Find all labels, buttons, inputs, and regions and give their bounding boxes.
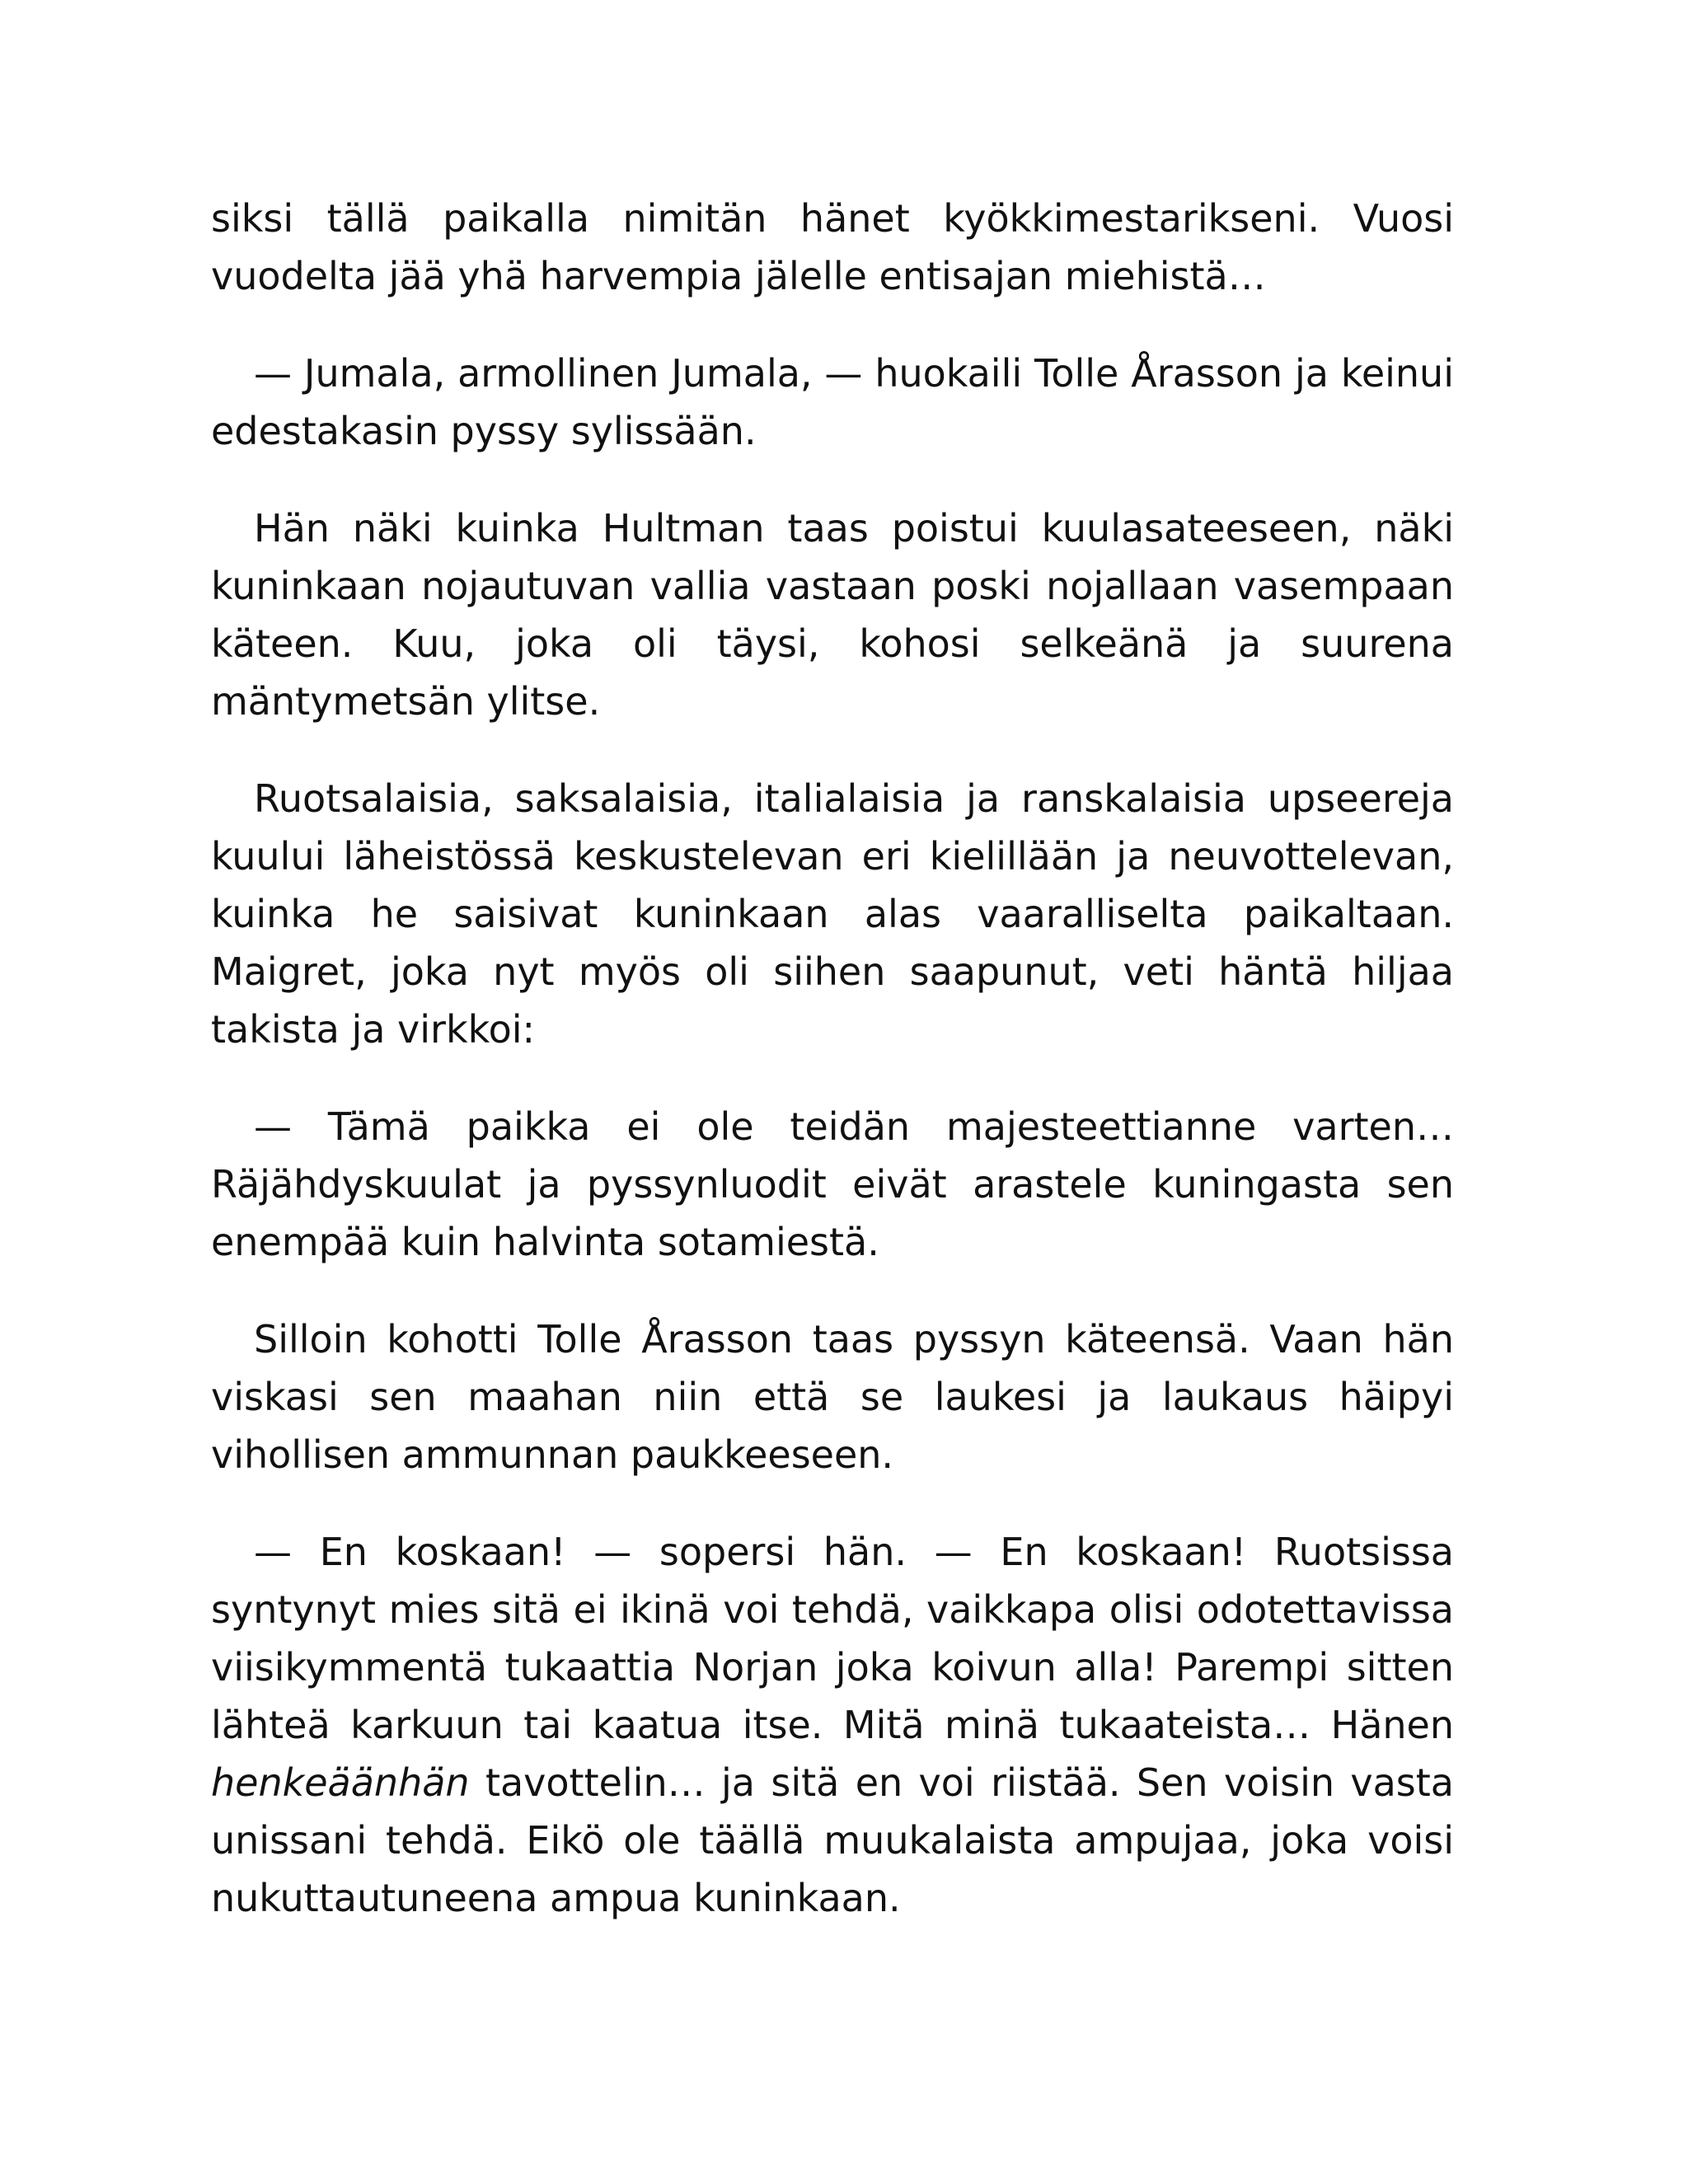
paragraph-7-after: tavottelin… ja sitä en voi riistää. Sen voisin vasta unissani tehdä. Eikö ole täällä muukalaista ampujaa, joka voisi nukuttautuneena ampua kuninkaan.: [211, 1760, 1454, 1920]
paragraph-7: [211, 1523, 1454, 1927]
paragraph-7-emphasis: henkeäänhän: [211, 1760, 470, 1805]
paragraph-6: Silloin kohotti Tolle Årasson taas pyssyn käteensä. Vaan hän viskasi sen maahan niin että se laukesi ja laukaus häipyi vihollisen ammunnan paukkeeseen.: [211, 1317, 1454, 1477]
paragraph-4: Ruotsalaisia, saksalaisia, italialaisia ja ranskalaisia upseereja kuului läheistössä keskustelevan eri kielillään ja neuvottelevan, kuinka he saisivat kuninkaan alas vaaralliselta paikaltaan. Maigret, joka nyt myös oli siihen saapunut, veti häntä hiljaa takista ja virkkoi:: [211, 776, 1454, 1052]
paragraph-3: Hän näki kuinka Hultman taas poistui kuulasateeseen, näki kuninkaan nojautuvan vallia vastaan poski nojallaan vasempaan käteen. Kuu, joka oli täysi, kohosi selkeänä ja suurena mäntymetsän ylitse.: [211, 506, 1454, 724]
paragraph-1: siksi tällä paikalla nimitän hänet kyökkimestarikseni. Vuosi vuodelta jää yhä harvempia jälelle entisajan miehistä…: [211, 196, 1454, 298]
document-page: [211, 190, 1454, 1966]
paragraph-5: — Tämä paikka ei ole teidän majesteettianne varten… Räjähdyskuulat ja pyssynluodit eivät arastele kuningasta sen enempää kuin halvinta sotamiestä.: [211, 1104, 1454, 1264]
paragraph-2: — Jumala, armollinen Jumala, — huokaili Tolle Årasson ja keinui edestakasin pyssy sylissään.: [211, 351, 1454, 453]
paragraph-7-before: — En koskaan! — sopersi hän. — En koskaan! Ruotsissa syntynyt mies sitä ei ikinä voi tehdä, vaikkapa olisi odotettavissa viisikymmentä tukaattia Norjan joka koivun alla! Parempi sitten lähteä karkuun tai kaatua itse. Mitä minä tukaateista… Hänen: [211, 1530, 1454, 1747]
